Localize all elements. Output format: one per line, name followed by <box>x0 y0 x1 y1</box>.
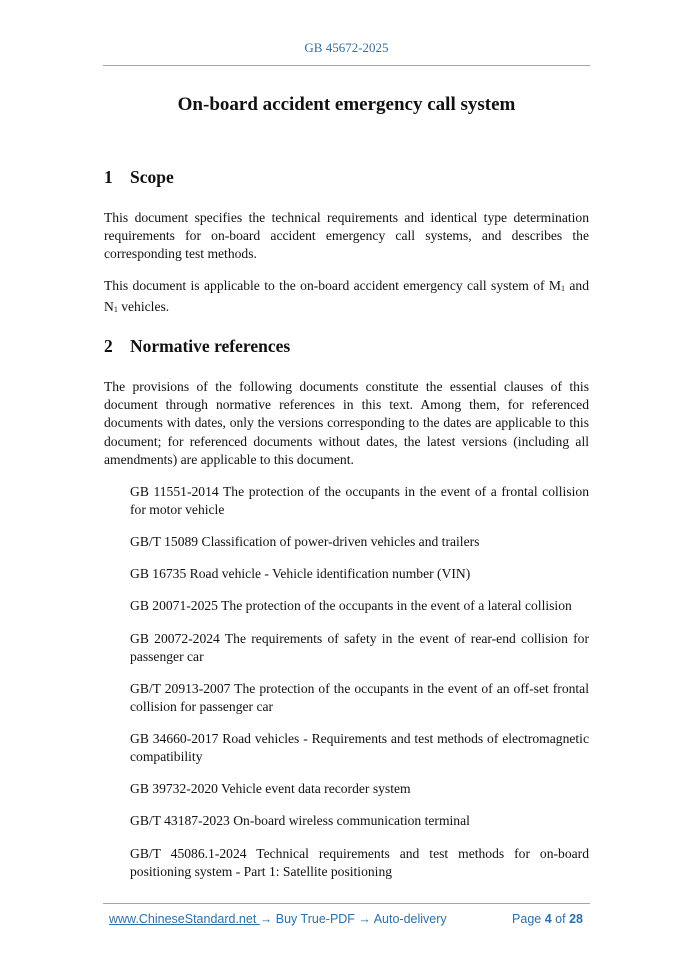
reference-item: GB 16735 Road vehicle - Vehicle identification number (VIN) <box>130 566 471 581</box>
footer <box>109 912 589 926</box>
text: and N <box>104 278 589 315</box>
reference-item: GB 20071-2025 The protection of the occupants in the event of a lateral collision <box>130 598 572 613</box>
reference-item: GB/T 20913-2007 The protection of the occupants in the event of an off-set frontal collision for passenger car <box>130 681 589 715</box>
reference-item: GB/T 15089 Classification of power-driven vehicles and trailers <box>130 534 480 549</box>
reference-item: GB 39732-2020 Vehicle event data recorder system <box>130 781 411 796</box>
subscript: 1 <box>560 284 565 293</box>
reference-item: GB 34660-2017 Road vehicles - Requirements and test methods of electromagnetic compatibility <box>130 731 589 765</box>
section-title: Scope <box>130 167 174 187</box>
scope-paragraph-1: This document specifies the technical requirements and identical type determination requirements for on-board accident emergency call systems, and describes the corresponding test methods. <box>104 210 589 262</box>
page-of: of <box>555 912 566 926</box>
header-divider <box>103 65 590 66</box>
document-code-header: GB 45672-2025 <box>304 40 389 55</box>
scope-paragraph-2 <box>104 277 589 319</box>
document-title: On-board accident emergency call system <box>177 94 516 115</box>
section-heading-scope <box>104 167 174 188</box>
section-title: Normative references <box>130 336 291 356</box>
website-link[interactable]: www.ChineseStandard.net <box>109 912 260 926</box>
section-heading-normative-references <box>104 336 290 357</box>
text: This document is applicable to the on-board accident emergency call system of M <box>104 278 561 293</box>
buy-pdf-text: Buy True-PDF <box>272 912 359 926</box>
auto-delivery-text: Auto-delivery <box>370 912 447 926</box>
page-current: 4 <box>544 912 552 926</box>
subscript: 1 <box>113 305 118 315</box>
arrow-icon: → <box>259 912 273 926</box>
page-total: 28 <box>569 912 583 926</box>
normative-references-intro: The provisions of the following documents constitute the essential clauses of this document through normative references in this text. Among them, for referenced documents with dates, only the versions corresponding to the dates are applicable to this document; for referenced documents without dates, the latest versions (including all amendments) are applicable to this document. <box>104 379 589 467</box>
reference-item: GB 11551-2014 The protection of the occupants in the event of a frontal collision for motor vehicle <box>130 484 589 518</box>
reference-item: GB/T 43187-2023 On-board wireless communication terminal <box>130 813 470 828</box>
reference-item: GB/T 45086.1-2024 Technical requirements and test methods for on-board positioning system - Part 1: Satellite positioning <box>130 846 589 880</box>
section-number: 2 <box>104 336 113 356</box>
text: vehicles. <box>117 299 170 315</box>
arrow-icon: → <box>358 912 371 926</box>
page-label: Page <box>512 912 542 926</box>
page-indicator <box>512 912 583 926</box>
section-number: 1 <box>104 167 113 187</box>
reference-item: GB 20072-2024 The requirements of safety in the event of rear-end collision for passenger car <box>130 631 589 665</box>
footer-divider <box>103 903 590 904</box>
